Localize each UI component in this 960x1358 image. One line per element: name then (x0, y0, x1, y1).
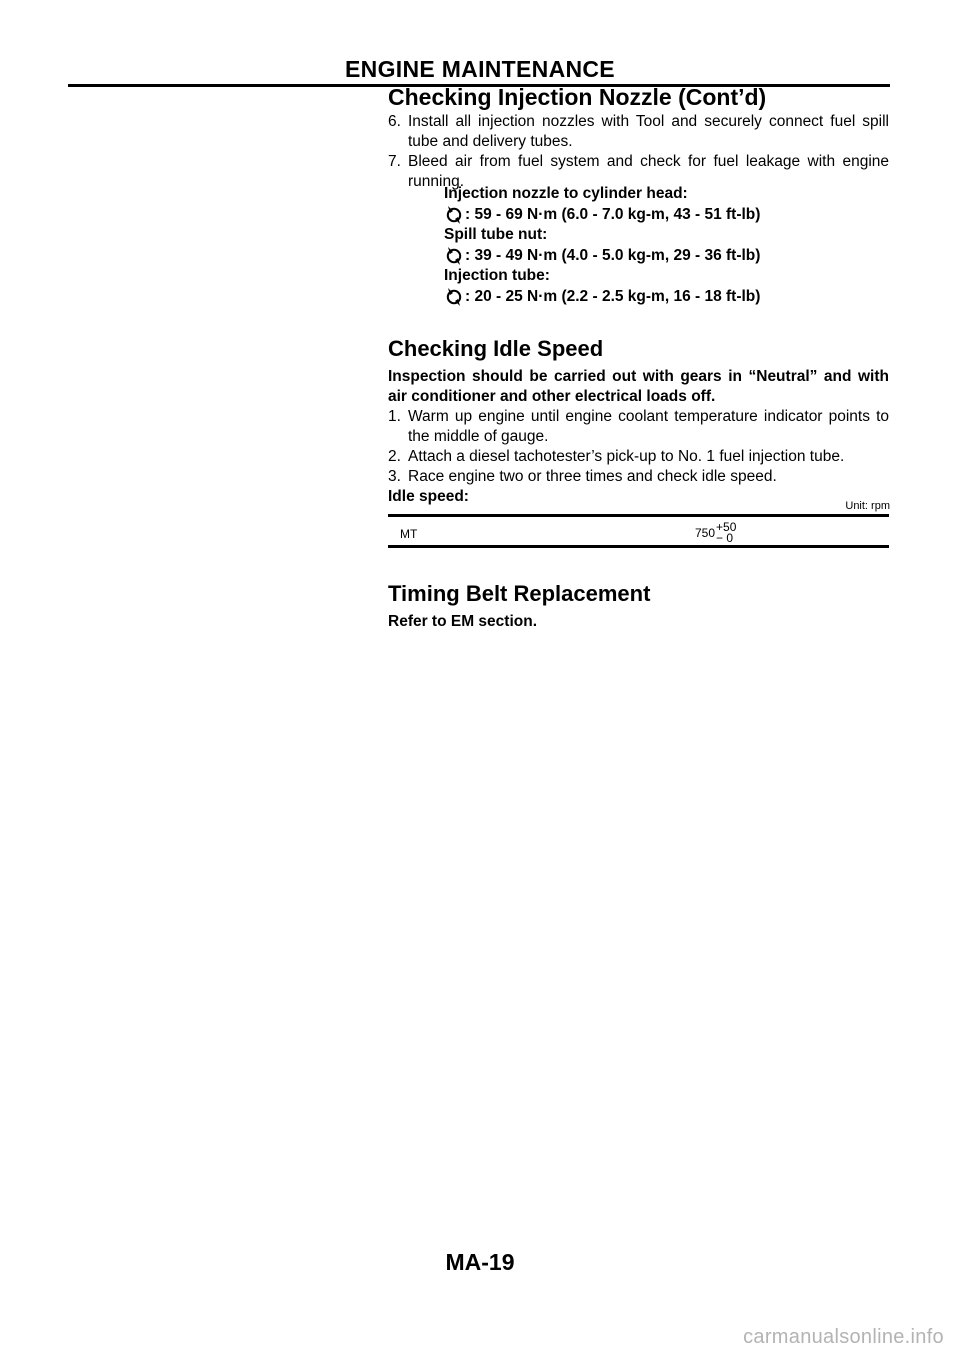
step-number: 3. (388, 468, 401, 485)
torque-spec-label: Injection nozzle to cylinder head: (444, 185, 688, 202)
torque-wrench-icon (444, 205, 464, 225)
idle-speed-base: 750 (695, 525, 716, 540)
section-title-timing-belt: Timing Belt Replacement (388, 581, 651, 606)
idle-speed-tolerance (716, 519, 737, 545)
idle-speed-intro: Inspection should be carried out with gears in “Neutral” and with air conditioner and other electrical loads off. (388, 368, 889, 405)
step-number: 6. (388, 113, 401, 130)
tolerance-plus: +50 (716, 519, 737, 534)
torque-spec-label: Injection tube: (444, 267, 550, 284)
step-text: Race engine two or three times and check idle speed. (408, 468, 777, 485)
idle-speed-body (388, 367, 889, 507)
torque-value-text: : 39 - 49 N·m (4.0 - 5.0 kg-m, 29 - 36 ft-lb) (465, 246, 761, 264)
torque-spec-label: Spill tube nut: (444, 226, 548, 243)
step-text: Bleed air from fuel system and check for fuel leakage with engine running. (408, 153, 889, 190)
tolerance-minus: − 0 (716, 530, 734, 545)
unit-note: Unit: rpm (845, 500, 890, 512)
page-number: MA-19 (445, 1249, 515, 1275)
step-number: 2. (388, 448, 401, 465)
torque-spec-value (444, 286, 760, 307)
step-text: Warm up engine until engine coolant temperature indicator points to the middle of gauge. (408, 408, 889, 445)
torque-value-text: : 59 - 69 N·m (6.0 - 7.0 kg-m, 43 - 51 ft-lb) (465, 205, 761, 223)
list-item (388, 112, 889, 152)
watermark: carmanualsonline.info (743, 1326, 944, 1348)
torque-wrench-icon (444, 287, 464, 307)
torque-spec-value (444, 204, 760, 225)
list-item (388, 447, 889, 467)
list-item (388, 467, 889, 487)
timing-belt-text: Refer to EM section. (388, 613, 537, 630)
page-header-title: ENGINE MAINTENANCE (345, 56, 615, 82)
list-item (388, 407, 889, 447)
step-text: Attach a diesel tachotester’s pick-up to No. 1 fuel injection tube. (408, 448, 845, 465)
step-number: 7. (388, 153, 401, 170)
torque-spec-list (444, 184, 760, 307)
table-row-value (695, 520, 736, 545)
idle-speed-table (388, 514, 889, 548)
section-continued-title: Checking Injection Nozzle (Cont’d) (388, 84, 767, 110)
torque-spec-value (444, 245, 760, 266)
step-number: 1. (388, 408, 401, 425)
section-title-idle-speed: Checking Idle Speed (388, 336, 604, 361)
nozzle-steps (388, 112, 889, 192)
idle-speed-label: Idle speed: (388, 488, 469, 505)
torque-wrench-icon (444, 246, 464, 266)
step-text: Install all injection nozzles with Tool and securely connect fuel spill tube and delivery tubes. (408, 113, 889, 150)
torque-value-text: : 20 - 25 N·m (2.2 - 2.5 kg-m, 16 - 18 ft-lb) (465, 287, 761, 305)
table-row-label: MT (400, 527, 418, 541)
